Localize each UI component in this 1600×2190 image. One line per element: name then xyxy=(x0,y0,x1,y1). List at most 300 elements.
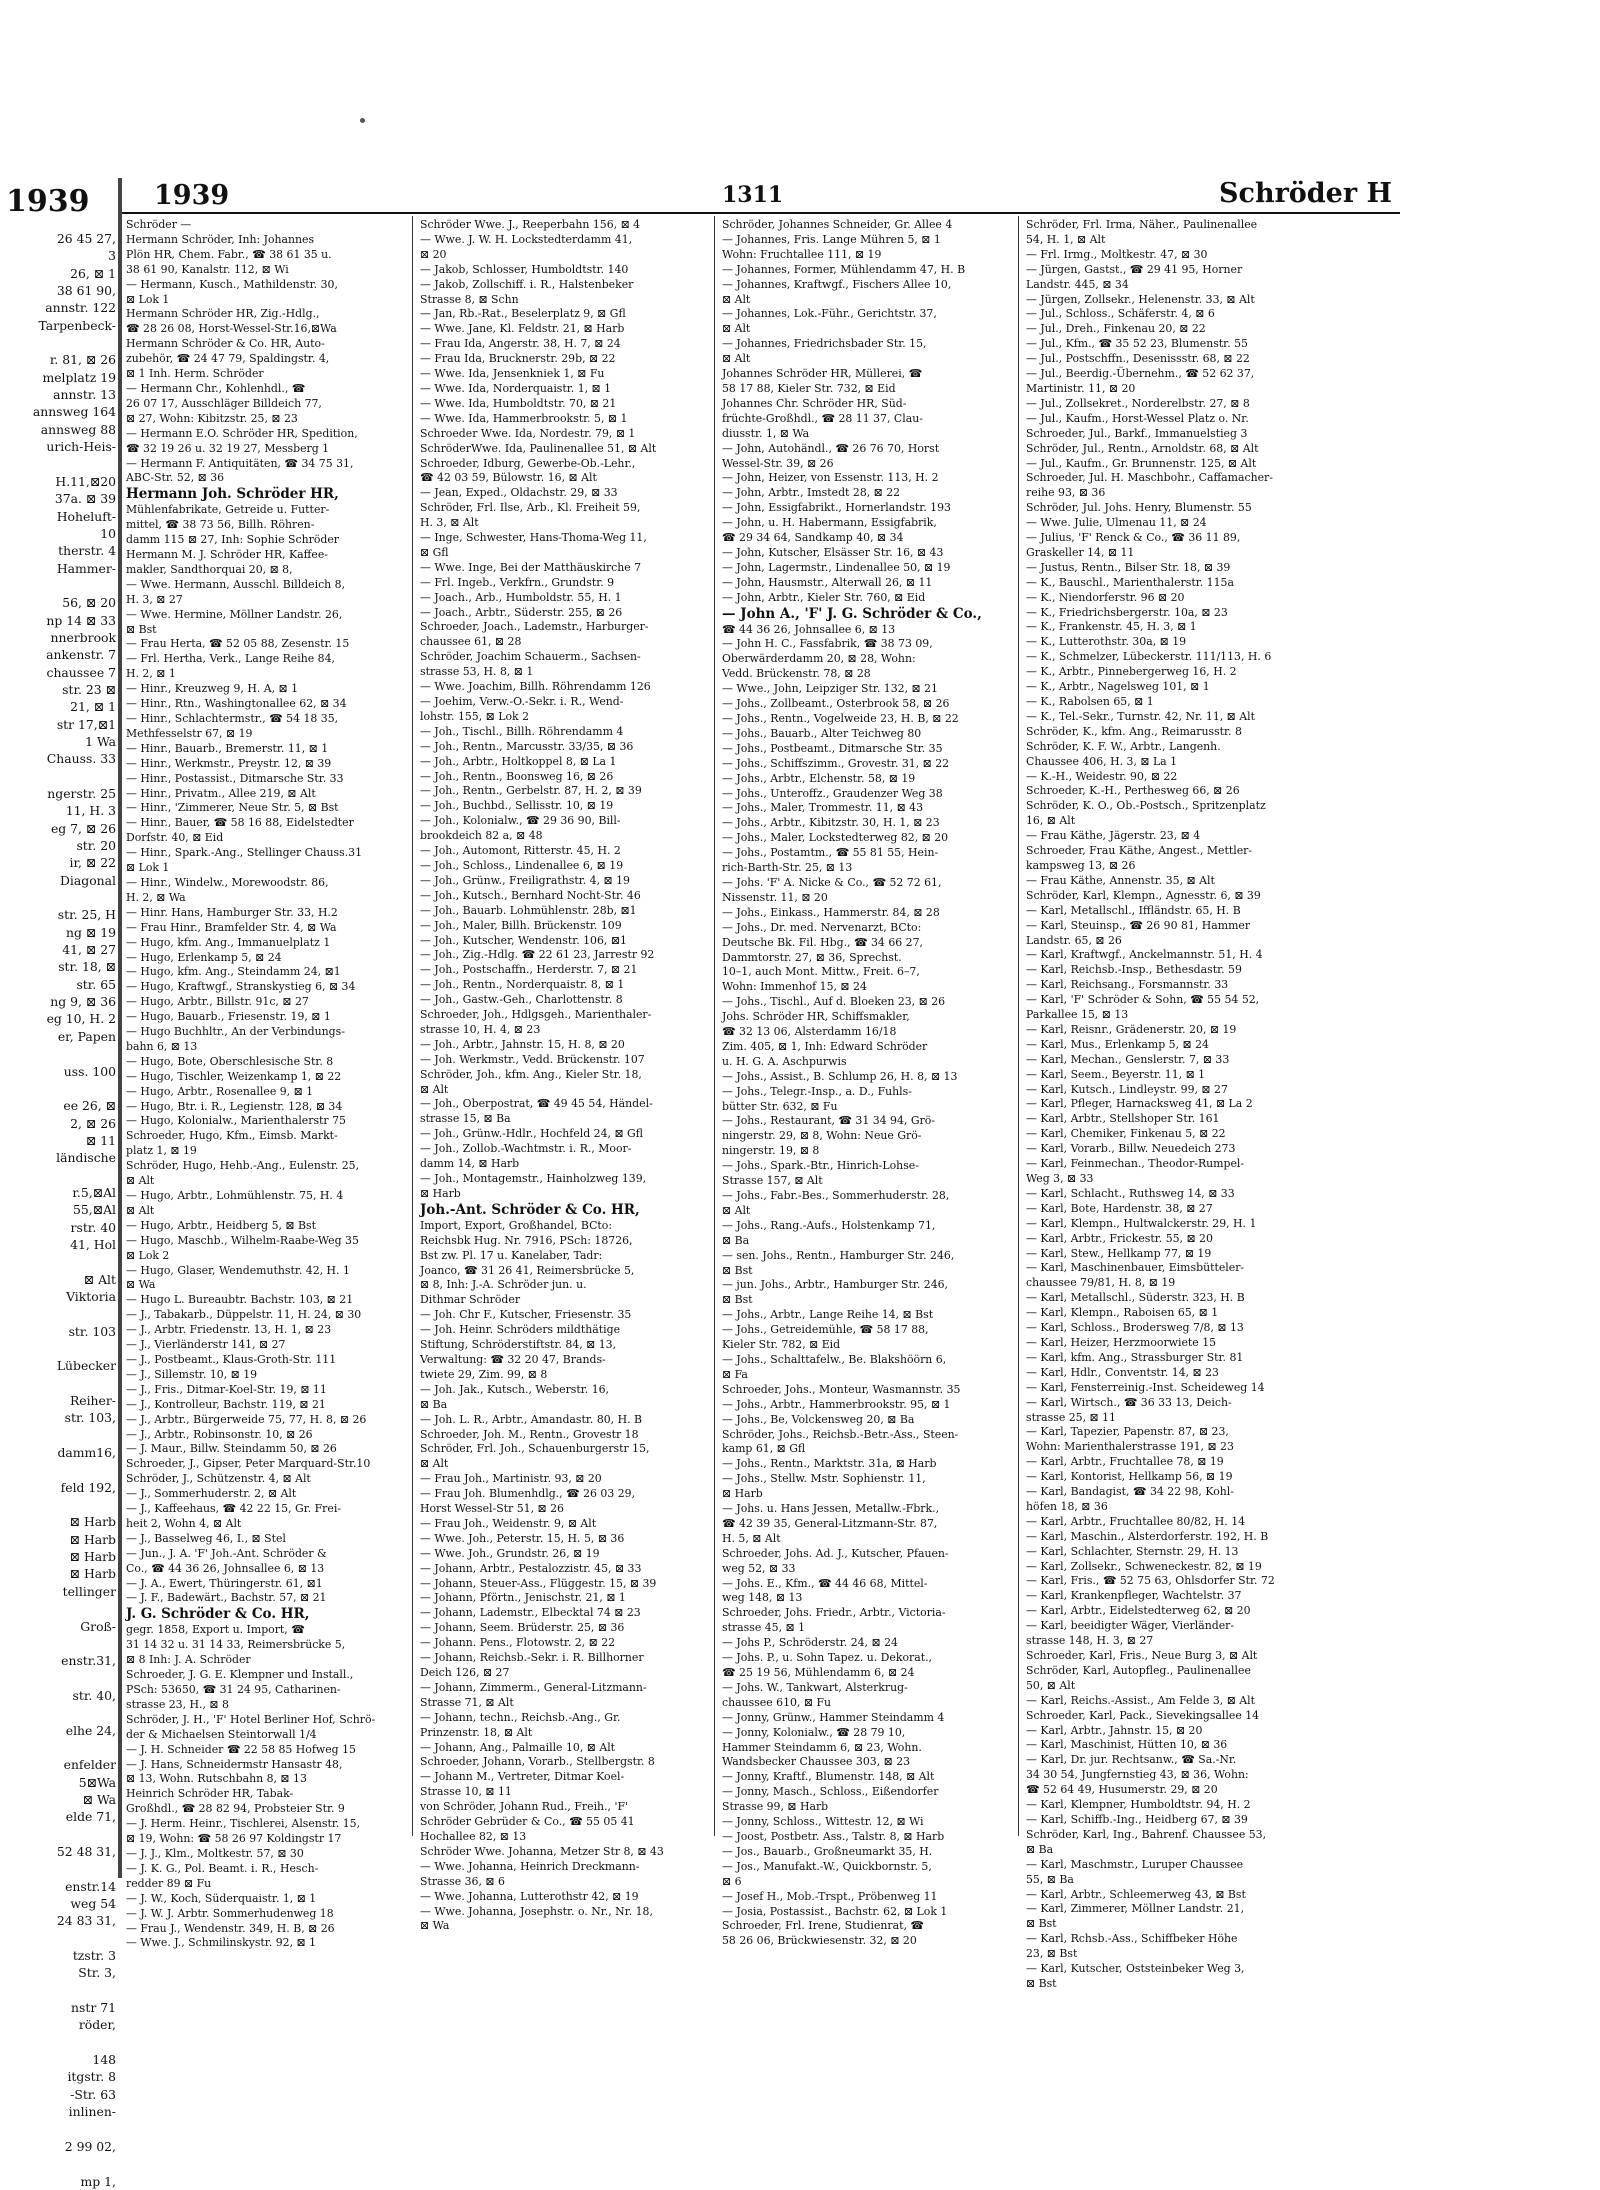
directory-entry-line: ☎ 29 34 64, Sandkamp 40, ⊠ 34 xyxy=(722,531,904,545)
previous-page-line: ngerstr. 25 xyxy=(47,786,116,801)
previous-page-line: 26 45 27, xyxy=(56,231,116,246)
previous-page-line: inlinen- xyxy=(68,2104,116,2120)
directory-entry-line: — K., Arbtr., Pinnebergerweg 16, H. 2 xyxy=(1026,665,1237,679)
directory-entry-line: — Johann, Steuer-Ass., Flüggestr. 15, ⊠ 39 xyxy=(420,1576,657,1590)
directory-entry-line: — Wwe. Hermine, Möllner Landstr. 26, xyxy=(126,607,343,621)
directory-entry-line: — Karl, Steuinsp., ☎ 26 90 81, Hammer xyxy=(1026,918,1251,932)
directory-entry-line: — Karl, Maschin., Alsterdorferstr. 192, H. B xyxy=(1026,1529,1269,1543)
previous-page-line xyxy=(4,2034,116,2051)
directory-entry-line: — Johann, techn., Reichsb.-Ang., Gr. xyxy=(420,1710,621,1724)
directory-entry-line: Deich 126, ⊠ 27 xyxy=(420,1666,510,1679)
directory-entry-line: — Joh., Maler, Billh. Brückenstr. 109 xyxy=(420,918,622,932)
directory-entry-line: Heinrich Schröder HR, Tabak- xyxy=(126,1787,294,1801)
directory-entry-line: — Karl, Metallschl., Süderstr. 323, H. B xyxy=(1026,1291,1245,1305)
directory-entry-line: — Karl, Tapezier, Papenstr. 87, ⊠ 23, xyxy=(1026,1425,1229,1439)
directory-entry-line: Vedd. Brückenstr. 78, ⊠ 28 xyxy=(722,667,871,681)
directory-entry-line: — Hugo, Kolonialw., Marienthalerstr 75 xyxy=(126,1114,346,1128)
directory-entry-line: ⊠ Alt xyxy=(126,1174,155,1188)
previous-page-line: 41, Hol xyxy=(70,1236,116,1252)
directory-entry-line: — Johannes, Kraftwgf., Fischers Allee 10, xyxy=(722,277,952,291)
directory-entry-line: — Jakob, Schlosser, Humboldtstr. 140 xyxy=(420,262,629,276)
directory-entry-line: — Joh. Heinr. Schröders mildthätige xyxy=(420,1323,621,1337)
directory-entry-line: Schroeder, Johann, Vorarb., Stellbergstr. 8 xyxy=(420,1755,655,1769)
directory-entry-line: strasse 45, ⊠ 1 xyxy=(722,1621,806,1635)
directory-entry-line: Wohn: Marienthalerstrasse 191, ⊠ 23 xyxy=(1026,1440,1234,1454)
previous-page-line: nstr 71 xyxy=(71,2000,116,2016)
directory-entry-line: Deutsche Bk. Fil. Hbg., ☎ 34 66 27, xyxy=(722,935,923,949)
directory-entry-line: — John, Arbtr., Kieler Str. 760, ⊠ Eid xyxy=(722,590,926,604)
directory-entry-line: Schröder, Hugo, Hehb.-Ang., Eulenstr. 25, xyxy=(126,1159,360,1173)
directory-entry-line: ⊠ Harb xyxy=(722,1487,763,1501)
directory-entry-line: Johannes Schröder HR, Müllerei, ☎ xyxy=(722,367,923,381)
previous-page-line xyxy=(4,577,116,594)
directory-entry-line: — Karl, Feinmechan., Theodor-Rumpel- xyxy=(1026,1157,1245,1171)
previous-page-line xyxy=(4,1982,116,1999)
directory-entry-line: ⊠ 19, Wohn: ☎ 58 26 97 Koldingstr 17 xyxy=(126,1832,342,1846)
directory-entry-line: — Hinr., Bauarb., Bremerstr. 11, ⊠ 1 xyxy=(126,741,329,755)
previous-page-line: nnerbrook xyxy=(50,629,116,645)
previous-page-line: annstr. 13 xyxy=(53,387,116,403)
directory-entry-line: — Johs., Bauarb., Alter Teichweg 80 xyxy=(722,726,922,740)
directory-entry-line: — Joh., Grünw., Freiligrathstr. 4, ⊠ 19 xyxy=(420,873,630,887)
directory-entry-line: — Karl, Reichs.-Assist., Am Felde 3, ⊠ Alt xyxy=(1026,1693,1256,1707)
directory-entry-line: Martinistr. 11, ⊠ 20 xyxy=(1026,381,1136,395)
directory-entry-line: — John A., 'F' J. G. Schröder & Co., xyxy=(722,605,982,622)
directory-entry-line: — Frl. Hertha, Verk., Lange Reihe 84, xyxy=(126,652,335,666)
directory-entry-line: — Karl, Reichsang., Forsmannstr. 33 xyxy=(1026,978,1229,992)
previous-page-line: ir, ⊠ 22 xyxy=(69,855,116,871)
directory-entry-line: Bst zw. Pl. 17 u. Kanelaber, Tadr: xyxy=(420,1248,603,1262)
directory-entry-line: — Karl, Schlacht., Ruthsweg 14, ⊠ 33 xyxy=(1026,1186,1235,1200)
directory-entry-line: ⊠ Wa xyxy=(126,1278,156,1292)
directory-entry-line: — Karl, Arbtr., Stellshoper Str. 161 xyxy=(1026,1112,1220,1126)
directory-entry-line: — Justus, Rentn., Bilser Str. 18, ⊠ 39 xyxy=(1026,560,1231,574)
directory-entry-line: — Karl, beeidigter Wäger, Vierländer- xyxy=(1026,1619,1235,1633)
previous-page-line: 41, ⊠ 27 xyxy=(62,942,116,958)
directory-entry-line: ☎ 44 36 26, Johnsallee 6, ⊠ 13 xyxy=(722,622,896,636)
directory-entry-line: — Karl, Schlachter, Sternstr. 29, H. 13 xyxy=(1026,1544,1239,1558)
previous-page-line: Chauss. 33 xyxy=(46,751,116,767)
previous-page-line: rstr. 40 xyxy=(70,1219,116,1235)
directory-entry-line: heit 2, Wohn 4, ⊠ Alt xyxy=(126,1516,242,1530)
directory-entry-line: — Karl, Mus., Erlenkamp 5, ⊠ 24 xyxy=(1026,1037,1209,1051)
directory-entry-line: — Joach., Arbtr., Süderstr. 255, ⊠ 26 xyxy=(420,605,623,619)
directory-entry-line: mittel, ☎ 38 73 56, Billh. Röhren- xyxy=(126,518,315,532)
directory-entry-line: kamp 61, ⊠ Gfl xyxy=(722,1442,806,1456)
directory-entry-line: — Jul., Zollsekret., Norderelbstr. 27, ⊠ 8 xyxy=(1026,396,1250,410)
directory-entry-line: — Joh., Kolonialw., ☎ 29 36 90, Bill- xyxy=(420,814,621,828)
directory-entry-line: — John, Heizer, von Essenstr. 113, H. 2 xyxy=(722,471,939,485)
previous-page-line: 11, H. 3 xyxy=(65,803,116,819)
directory-entry-line: Großhdl., ☎ 28 82 94, Probsteier Str. 9 xyxy=(126,1802,345,1816)
directory-entry-line: — Karl, Mechan., Genslerstr. 7, ⊠ 33 xyxy=(1026,1052,1230,1066)
directory-entry-line: 31 14 32 u. 31 14 33, Reimersbrücke 5, xyxy=(126,1638,346,1652)
directory-entry-line: ⊠ 1 Inh. Herm. Schröder xyxy=(126,367,264,381)
directory-entry-line: — Joh., Gastw.-Geh., Charlottenstr. 8 xyxy=(420,993,623,1007)
directory-entry-line: — Karl, Arbtr., Fruchtallee 78, ⊠ 19 xyxy=(1026,1455,1224,1469)
directory-entry-line: brookdeich 82 a, ⊠ 48 xyxy=(420,829,543,843)
directory-entry-line: — Johs., Maler, Trommestr. 11, ⊠ 43 xyxy=(722,801,924,815)
directory-entry-line: — Jul., Postschffn., Desenissstr. 68, ⊠ 22 xyxy=(1026,352,1250,366)
previous-page-line: ⊠ Harb xyxy=(69,1549,116,1565)
previous-page-line: Tarpenbeck- xyxy=(38,317,116,333)
directory-entry-line: — Karl, Kutsch., Lindleystr. 99, ⊠ 27 xyxy=(1026,1082,1228,1096)
directory-entry-line: — Johann. Pens., Flotowstr. 2, ⊠ 22 xyxy=(420,1636,616,1650)
directory-entry-line: — Johann, Reichsb.-Sekr. i. R. Billhorner xyxy=(420,1651,644,1665)
directory-entry-line: — John, Autohändl., ☎ 26 76 70, Horst xyxy=(722,441,940,455)
directory-entry-line: Schröder, Johannes Schneider, Gr. Allee 4 xyxy=(722,218,953,231)
previous-page-line: ⊠ Harb xyxy=(69,1531,116,1547)
directory-entry-line: ⊠ Alt xyxy=(722,292,751,306)
previous-page-line: ⊠ Harb xyxy=(69,1514,116,1530)
directory-entry-line: — Joh., Postschaffn., Herderstr. 7, ⊠ 21 xyxy=(420,963,638,977)
directory-entry-line: — Jul., Kfm., ☎ 35 52 23, Blumenstr. 55 xyxy=(1026,337,1248,351)
directory-entry-line: — J. J., Klm., Moltkestr. 57, ⊠ 30 xyxy=(126,1846,304,1860)
directory-entry-line: — Karl, Kutscher, Oststeinbeker Weg 3, xyxy=(1026,1962,1245,1976)
previous-page-line: r.5,⊠Al xyxy=(72,1184,116,1200)
directory-entry-line: — Jonny, Masch., Schloss., Eißendorfer xyxy=(722,1785,939,1799)
directory-entry-line: Schröder, Jul., Rentn., Arnoldstr. 68, ⊠ Alt xyxy=(1026,441,1259,455)
previous-page-line xyxy=(4,1375,116,1392)
directory-entry-line: strasse 10, H. 4, ⊠ 23 xyxy=(420,1022,541,1036)
directory-entry-line: — Hinr., Windelw., Morewoodstr. 86, xyxy=(126,875,329,889)
previous-page-line: ⊠ Alt xyxy=(83,1271,116,1287)
directory-entry-line: — Frau Joh. Blumenhdlg., ☎ 26 03 29, xyxy=(420,1487,636,1501)
directory-entry-line: — Joh. Werkmstr., Vedd. Brückenstr. 107 xyxy=(420,1052,645,1066)
directory-entry-line: Landstr. 445, ⊠ 34 xyxy=(1026,277,1129,291)
directory-entry-line: Hermann Schröder & Co. HR, Auto- xyxy=(126,337,325,351)
previous-page-line: er, Papen xyxy=(57,1028,116,1044)
directory-entry-line: — J. K. G., Pol. Beamt. i. R., Hesch- xyxy=(126,1861,319,1875)
previous-page-line xyxy=(4,1496,116,1513)
directory-entry-line: ☎ 42 39 35, General-Litzmann-Str. 87, xyxy=(722,1516,938,1530)
directory-entry-line: — Johs., Arbtr., Lange Reihe 14, ⊠ Bst xyxy=(722,1308,934,1322)
directory-entry-line: — Johs., Einkass., Hammerstr. 84, ⊠ 28 xyxy=(722,905,940,919)
directory-entry-line: — Johs. W., Tankwart, Alsterkrug- xyxy=(722,1680,908,1694)
directory-entry-line: — Karl, Schloss., Brodersweg 7/8, ⊠ 13 xyxy=(1026,1321,1244,1335)
directory-entry-line: ⊠ Bst xyxy=(722,1263,753,1277)
previous-page-line: enstr.14 xyxy=(65,1878,116,1894)
previous-page-line: Lübecker xyxy=(56,1358,116,1374)
previous-page-line xyxy=(4,1860,116,1877)
previous-page-line xyxy=(4,768,116,785)
directory-entry-line: — Johs., Arbtr., Kibitzstr. 30, H. 1, ⊠ 23 xyxy=(722,816,940,830)
directory-entry-line: — Jun., J. A. 'F' Joh.-Ant. Schröder & xyxy=(126,1546,327,1560)
directory-entry-line: — Jul., Beerdig.-Übernehm., ☎ 52 62 37, xyxy=(1026,367,1255,381)
directory-entry-line: Strasse 71, ⊠ Alt xyxy=(420,1695,514,1709)
previous-page-line xyxy=(4,1739,116,1756)
directory-entry-line: Schroeder, Jul. H. Maschbohr., Caffamacher- xyxy=(1026,471,1273,485)
directory-entry-line: Schröder, Frl. Irma, Näher., Paulinenallee xyxy=(1026,218,1258,231)
directory-entry-line: ningerstr. 19, ⊠ 8 xyxy=(722,1144,820,1158)
directory-entry-line: ⊠ Harb xyxy=(420,1186,461,1200)
directory-entry-line: Schroeder, Joh. M., Rentn., Grovestr 18 xyxy=(420,1427,639,1441)
directory-entry-line: — Johs. E., Kfm., ☎ 44 46 68, Mittel- xyxy=(722,1576,928,1590)
previous-page-line: eg 7, ⊠ 26 xyxy=(50,820,116,836)
directory-entry-line: Schroeder, J. G. E. Klempner und Install., xyxy=(126,1668,354,1682)
directory-entry-line: — Karl, Klempn., Hultwalckerstr. 29, H. 1 xyxy=(1026,1216,1257,1230)
directory-entry-line: Graskeller 14, ⊠ 11 xyxy=(1026,545,1135,559)
directory-entry-line: Oberwärderdamm 20, ⊠ 28, Wohn: xyxy=(722,652,916,666)
directory-entry-line: 50, ⊠ Alt xyxy=(1026,1678,1076,1692)
directory-entry-line: Schroeder, K.-H., Perthesweg 66, ⊠ 26 xyxy=(1026,784,1240,798)
directory-entry-line: — Johs., Assist., B. Schlump 26, H. 8, ⊠ 13 xyxy=(722,1069,958,1083)
previous-page-line: Viktoria xyxy=(66,1288,116,1304)
directory-entry-line: H. 3, ⊠ Alt xyxy=(420,516,479,530)
directory-entry-line: Weg 3, ⊠ 33 xyxy=(1026,1172,1094,1185)
directory-entry-line: — John, Kutscher, Elsässer Str. 16, ⊠ 43 xyxy=(722,545,944,559)
directory-entry-line: Reichsbk Hug. Nr. 7916, PSch: 18726, xyxy=(420,1233,633,1247)
directory-entry-line: ☎ 28 26 08, Horst-Wessel-Str.16,⊠Wa xyxy=(126,322,337,336)
previous-page-line: itgstr. 8 xyxy=(67,2069,116,2085)
directory-entry-line: ⊠ Ba xyxy=(420,1397,448,1411)
previous-page-line xyxy=(4,455,116,472)
directory-entry-line: — Karl, Kontorist, Hellkamp 56, ⊠ 19 xyxy=(1026,1470,1233,1484)
directory-entry-line: — Joh. Jak., Kutsch., Weberstr. 16, xyxy=(420,1382,610,1396)
directory-entry-line: ⊠ 8, Inh: J.-A. Schröder jun. u. xyxy=(420,1278,587,1292)
directory-entry-line: — Jos., Manufakt.-W., Quickbornstr. 5, xyxy=(722,1859,932,1873)
previous-page-line xyxy=(4,1826,116,1843)
directory-entry-line: ⊠ Alt xyxy=(420,1082,449,1096)
directory-entry-line: ☎ 32 13 06, Alsterdamm 16/18 xyxy=(722,1025,897,1039)
previous-page-line: str. 18, ⊠ xyxy=(58,959,116,975)
directory-entry-line: Hermann Schröder, Inh: Johannes xyxy=(126,232,315,246)
directory-entry-line: — Jürgen, Gastst., ☎ 29 41 95, Horner xyxy=(1026,262,1243,276)
directory-entry-line: — Wwe. Jane, Kl. Feldstr. 21, ⊠ Harb xyxy=(420,322,625,336)
directory-entry-line: — Frau Käthe, Annenstr. 35, ⊠ Alt xyxy=(1026,873,1215,887)
previous-page-line: str 17,⊠1 xyxy=(56,716,116,732)
directory-entry-line: — Jonny, Grünw., Hammer Steindamm 4 xyxy=(722,1710,945,1724)
directory-entry-line: 10–1, auch Mont. Mittw., Freit. 6–7, xyxy=(722,965,920,979)
directory-entry-line: ☎ 32 19 26 u. 32 19 27, Messberg 1 xyxy=(126,441,330,455)
directory-entry-line: — Hinr., 'Zimmerer, Neue Str. 5, ⊠ Bst xyxy=(126,801,339,815)
directory-column-3 xyxy=(722,218,1004,1949)
directory-entry-line: ⊠ Fa xyxy=(722,1367,748,1381)
previous-page-line: mp 1, xyxy=(80,2173,116,2189)
previous-page-line: eg 10, H. 2 xyxy=(46,1011,116,1027)
directory-entry-line: diusstr. 1, ⊠ Wa xyxy=(722,426,810,440)
directory-entry-line: — Karl, Arbtr., Fruchtallee 80/82, H. 14 xyxy=(1026,1514,1246,1528)
page-number: 1311 xyxy=(722,182,784,208)
directory-entry-line: — Joh., Grünw.-Hdlr., Hochfeld 24, ⊠ Gfl xyxy=(420,1127,644,1141)
previous-page-line: str. 65 xyxy=(76,976,116,992)
directory-entry-line: ⊠ Ba xyxy=(722,1233,750,1247)
directory-entry-line: ⊠ Ba xyxy=(1026,1842,1054,1856)
directory-entry-line: Schröder, K. O., Ob.-Postsch., Spritzenplatz xyxy=(1026,799,1266,813)
directory-entry-line: Strasse 157, ⊠ Alt xyxy=(722,1174,823,1188)
column-rule xyxy=(714,216,715,1836)
directory-entry-line: lohstr. 155, ⊠ Lok 2 xyxy=(420,709,530,723)
directory-entry-line: — Hugo, kfm. Ang., Steindamm 24, ⊠1 xyxy=(126,965,341,979)
previous-page-line xyxy=(4,1670,116,1687)
directory-entry-line: Schroeder, Johs. Ad. J., Kutscher, Pfauen- xyxy=(722,1546,949,1560)
directory-entry-line: — John, Arbtr., Imstedt 28, ⊠ 22 xyxy=(722,486,901,500)
directory-entry-line: — Jul., Dreh., Finkenau 20, ⊠ 22 xyxy=(1026,322,1206,336)
directory-entry-line: — Hugo, Erlenkamp 5, ⊠ 24 xyxy=(126,950,282,964)
directory-entry-line: — Frau Ida, Brucknerstr. 29b, ⊠ 22 xyxy=(420,352,616,366)
directory-entry-line: — Wwe. Julie, Ulmenau 11, ⊠ 24 xyxy=(1026,516,1207,530)
directory-entry-line: — Hermann F. Antiquitäten, ☎ 34 75 31, xyxy=(126,456,354,470)
directory-entry-line: — Karl, Fris., ☎ 52 75 63, Ohlsdorfer Str. 72 xyxy=(1026,1574,1275,1588)
previous-page-line: ng ⊠ 19 xyxy=(66,924,116,940)
directory-entry-line: Schröder, J., Schützenstr. 4, ⊠ Alt xyxy=(126,1472,311,1486)
previous-page-line: weg 54 xyxy=(70,1896,116,1911)
directory-entry-line: — Karl, Klempn., Raboisen 65, ⊠ 1 xyxy=(1026,1306,1219,1320)
previous-page-line xyxy=(4,1930,116,1947)
directory-entry-line: Strasse 10, ⊠ 11 xyxy=(420,1785,512,1799)
directory-entry-line: Schroeder, Johs., Monteur, Wasmannstr. 35 xyxy=(722,1382,961,1396)
directory-entry-line: weg 52, ⊠ 33 xyxy=(722,1561,796,1575)
previous-page-line: 1 Wa xyxy=(85,733,116,749)
directory-entry-line: 16, ⊠ Alt xyxy=(1026,814,1076,828)
directory-entry-line: gegr. 1858, Export u. Import, ☎ xyxy=(126,1623,305,1637)
directory-entry-line: — Karl, Wirtsch., ☎ 36 33 13, Deich- xyxy=(1026,1395,1232,1409)
previous-page-line: uss. 100 xyxy=(63,1063,116,1079)
previous-page-line: ⊠ Wa xyxy=(82,1791,116,1807)
directory-entry-line: — Jos., Bauarb., Großneumarkt 35, H. xyxy=(722,1844,933,1858)
directory-entry-line: — Karl, Bote, Hardenstr. 38, ⊠ 27 xyxy=(1026,1201,1213,1215)
directory-entry-line: — Johs., Getreidemühle, ☎ 58 17 88, xyxy=(722,1323,929,1337)
directory-entry-line: Horst Wessel-Str 51, ⊠ 26 xyxy=(420,1502,564,1516)
directory-entry-line: ⊠ Alt xyxy=(126,1203,155,1217)
directory-column-2 xyxy=(420,218,702,1934)
directory-entry-line: — Johs., Dr. med. Nervenarzt, BCto: xyxy=(722,920,922,934)
directory-entry-line: — Jonny, Schloss., Wittestr. 12, ⊠ Wi xyxy=(722,1815,924,1829)
directory-entry-line: — Karl, Bandagist, ☎ 34 22 98, Kohl- xyxy=(1026,1485,1234,1499)
directory-entry-line: — Hermann Chr., Kohlenhdl., ☎ xyxy=(126,381,306,395)
directory-entry-line: Schröder, K. F. W., Arbtr., Langenh. xyxy=(1026,739,1221,753)
directory-entry-line: — Jul., Kaufm., Gr. Brunnenstr. 125, ⊠ Alt xyxy=(1026,456,1257,470)
directory-entry-line: bahn 6, ⊠ 13 xyxy=(126,1039,198,1053)
directory-entry-line: Schröder Wwe. Johanna, Metzer Str 8, ⊠ 43 xyxy=(420,1844,664,1858)
directory-entry-line: Mühlenfabrikate, Getreide u. Futter- xyxy=(126,503,330,517)
directory-entry-line: — Frau Hinr., Bramfelder Str. 4, ⊠ Wa xyxy=(126,920,337,934)
previous-page-line xyxy=(4,1635,116,1652)
directory-entry-line: — Joh., Zollob.-Wachtmstr. i. R., Moor- xyxy=(420,1142,632,1156)
directory-entry-line: — Wwe., John, Leipziger Str. 132, ⊠ 21 xyxy=(722,682,938,696)
directory-entry-line: ningerstr. 29, ⊠ 8, Wohn: Neue Grö- xyxy=(722,1129,922,1143)
directory-entry-line: — Hinr. Hans, Hamburger Str. 33, H.2 xyxy=(126,905,338,919)
previous-page-line: str. 40, xyxy=(72,1687,116,1703)
previous-page-line: damm16, xyxy=(57,1445,116,1461)
directory-entry-line: von Schröder, Johann Rud., Freih., 'F' xyxy=(420,1800,628,1814)
directory-entry-line: — Julius, 'F' Renck & Co., ☎ 36 11 89, xyxy=(1026,531,1241,545)
directory-entry-line: Wohn: Immenhof 15, ⊠ 24 xyxy=(722,980,867,994)
directory-entry-line: — Karl, Heizer, Herzmoorwiete 15 xyxy=(1026,1335,1217,1349)
directory-entry-line: Strasse 8, ⊠ Schn xyxy=(420,292,519,306)
directory-entry-line: — Johann, Zimmerm., General-Litzmann- xyxy=(420,1680,647,1694)
directory-entry-line: — K., Schmelzer, Lübeckerstr. 111/113, H. 6 xyxy=(1026,650,1272,664)
previous-page-line: H.11,⊠20 xyxy=(55,473,116,489)
directory-entry-line: — J., Vierländerstr 141, ⊠ 27 xyxy=(126,1338,286,1352)
directory-entry-line: — Johs., Arbtr., Elchenstr. 58, ⊠ 19 xyxy=(722,771,916,785)
directory-entry-line: — Karl, Rchsb.-Ass., Schiffbeker Höhe xyxy=(1026,1932,1238,1946)
directory-entry-line: J. G. Schröder & Co. HR, xyxy=(126,1606,310,1623)
previous-page-line: röder, xyxy=(78,2017,116,2033)
directory-entry-line: — Hugo, kfm. Ang., Immanuelplatz 1 xyxy=(126,935,331,949)
directory-entry-line: Schroeder, Karl, Fris., Neue Burg 3, ⊠ Alt xyxy=(1026,1649,1258,1662)
directory-entry-line: 23, ⊠ Bst xyxy=(1026,1947,1078,1961)
previous-page-line xyxy=(4,2120,116,2137)
directory-entry-line: — Wwe. Ida, Jensenkniek 1, ⊠ Fu xyxy=(420,367,605,381)
directory-entry-line: — Johs. P., u. Sohn Tapez. u. Dekorat., xyxy=(722,1651,933,1665)
directory-entry-line: ⊠ Bst xyxy=(1026,1976,1057,1990)
previous-page-line: ⊠ 11 xyxy=(85,1132,116,1148)
directory-entry-line: Wohn: Fruchtallee 111, ⊠ 19 xyxy=(722,247,882,261)
directory-entry-line: — J. W., Koch, Süderquaistr. 1, ⊠ 1 xyxy=(126,1891,317,1905)
directory-column-4 xyxy=(1026,218,1308,1992)
directory-entry-line: — K., Rabolsen 65, ⊠ 1 xyxy=(1026,695,1154,708)
directory-entry-line: makler, Sandthorquai 20, ⊠ 8, xyxy=(126,562,293,576)
directory-entry-line: Nissenstr. 11, ⊠ 20 xyxy=(722,890,828,904)
directory-entry-line: 26 07 17, Ausschläger Billdeich 77, xyxy=(126,396,322,410)
directory-entry-line: — Johs., Arbtr., Hammerbrookstr. 95, ⊠ 1 xyxy=(722,1397,951,1411)
directory-entry-line: ⊠ Alt xyxy=(722,1203,751,1217)
directory-entry-line: — Karl, Pfleger, Harnacksweg 41, ⊠ La 2 xyxy=(1026,1097,1253,1111)
directory-entry-line: — Johs., Rang.-Aufs., Holstenkamp 71, xyxy=(722,1218,936,1232)
directory-entry-line: — Joh., Schloss., Lindenallee 6, ⊠ 19 xyxy=(420,858,624,872)
directory-entry-line: — Wwe. Johanna, Josephstr. o. Nr., Nr. 18, xyxy=(420,1904,653,1918)
directory-entry-line: rich-Barth-Str. 25, ⊠ 13 xyxy=(722,861,853,875)
previous-page-line: Hammer- xyxy=(56,560,116,576)
directory-entry-line: ⊠ Alt xyxy=(722,322,751,336)
previous-page-line xyxy=(4,889,116,906)
directory-entry-line: 55, ⊠ Ba xyxy=(1026,1872,1074,1886)
directory-entry-line: strasse 15, ⊠ Ba xyxy=(420,1112,511,1126)
directory-entry-line: — Karl, Krankenpfleger, Wachtelstr. 37 xyxy=(1026,1589,1242,1603)
previous-page-line: elhe 24, xyxy=(65,1722,116,1738)
directory-entry-line: — Hugo, Kraftwgf., Stranskystieg 6, ⊠ 34 xyxy=(126,980,356,994)
directory-entry-line: — Joh., Buchbd., Sellisstr. 10, ⊠ 19 xyxy=(420,799,614,813)
directory-entry-line: ⊠ Lok 2 xyxy=(126,1248,170,1262)
previous-page-line xyxy=(4,1704,116,1721)
directory-entry-line: Hochallee 82, ⊠ 13 xyxy=(420,1829,527,1843)
directory-entry-line: — J. Hans, Schneidermstr Hansastr 48, xyxy=(126,1757,343,1771)
directory-entry-line: Schröder, Frl. Ilse, Arb., Kl. Freiheit 59, xyxy=(420,501,641,515)
directory-entry-line: — J., Kontrolleur, Bachstr. 119, ⊠ 21 xyxy=(126,1397,326,1411)
directory-entry-line: PSch: 53650, ☎ 31 24 95, Catharinen- xyxy=(126,1683,341,1696)
directory-entry-line: Schroeder, Idburg, Gewerbe-Ob.-Lehr., xyxy=(420,456,636,470)
directory-entry-line: Co., ☎ 44 36 26, Johnsallee 6, ⊠ 13 xyxy=(126,1561,325,1575)
directory-entry-line: — K., Niendorferstr. 96 ⊠ 20 xyxy=(1026,590,1185,604)
directory-entry-line: — Hinr., Schlachtermstr., ☎ 54 18 35, xyxy=(126,712,339,725)
directory-entry-line: — Karl, Maschinist, Hütten 10, ⊠ 36 xyxy=(1026,1738,1228,1752)
directory-entry-line: ⊠ Alt xyxy=(722,352,751,366)
directory-entry-line: u. H. G. A. Aschpurwis xyxy=(722,1054,847,1068)
directory-entry-line: Prinzenstr. 18, ⊠ Alt xyxy=(420,1725,533,1739)
directory-entry-line: ⊠ 27, Wohn: Kibitzstr. 25, ⊠ 23 xyxy=(126,411,298,425)
directory-entry-line: Schroeder, Jul., Barkf., Immanuelstieg 3 xyxy=(1026,426,1248,440)
directory-entry-line: Schröder, J. H., 'F' Hotel Berliner Hof, Schrö- xyxy=(126,1712,376,1726)
directory-entry-line: — Hinr., Rtn., Washingtonallee 62, ⊠ 34 xyxy=(126,697,347,711)
previous-page-line xyxy=(4,1340,116,1357)
directory-entry-line: — Johs., Postamtm., ☎ 55 81 55, Hein- xyxy=(722,846,939,860)
previous-page-line: Hoheluft- xyxy=(56,508,116,524)
directory-entry-line: — Karl, Arbtr., Jahnstr. 15, ⊠ 20 xyxy=(1026,1723,1203,1737)
previous-page-line: Diagonal xyxy=(59,872,116,888)
directory-entry-line: — Karl, Vorarb., Billw. Neuedeich 273 xyxy=(1026,1142,1236,1156)
directory-entry-line: ⊠ Wa xyxy=(420,1919,450,1933)
directory-entry-line: ⊠ 20 xyxy=(420,247,447,261)
directory-entry-line: — J., Postbeamt., Klaus-Groth-Str. 111 xyxy=(126,1352,337,1366)
directory-entry-line: — K., Lutterothstr. 30a, ⊠ 19 xyxy=(1026,635,1187,649)
directory-entry-line: — Karl, Zollsekr., Schweneckestr. 82, ⊠ 19 xyxy=(1026,1559,1262,1573)
directory-entry-line: 34 30 54, Jungfernstieg 43, ⊠ 36, Wohn: xyxy=(1026,1768,1249,1782)
directory-entry-line: — J., Arbtr. Friedenstr. 13, H. 1, ⊠ 23 xyxy=(126,1323,332,1337)
directory-entry-line: — Jean, Exped., Oldachstr. 29, ⊠ 33 xyxy=(420,486,618,500)
directory-entry-line: — Johann, Seem. Brüderstr. 25, ⊠ 36 xyxy=(420,1621,625,1635)
directory-entry-line: — Wwe. Ida, Humboldtstr. 70, ⊠ 21 xyxy=(420,396,617,410)
